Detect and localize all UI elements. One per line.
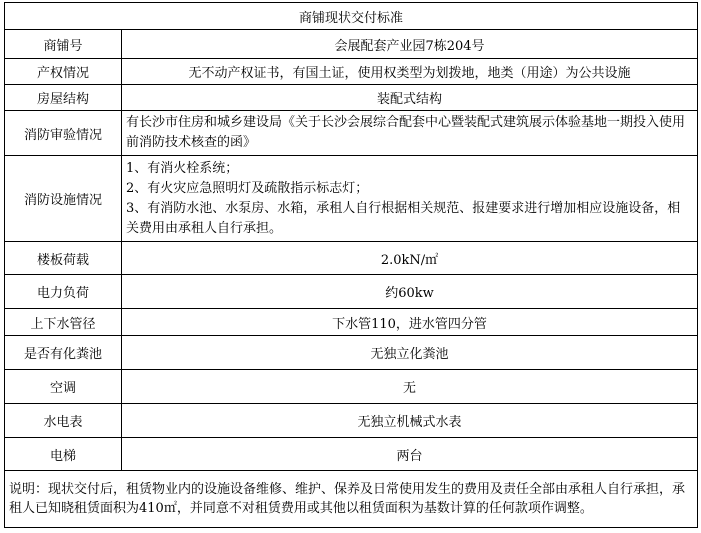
row-shop-number: [5, 30, 698, 59]
structure-label: 房屋结构: [5, 85, 122, 111]
title-row: [5, 3, 698, 30]
row-floor-load: [5, 242, 698, 275]
property-rights-label: 产权情况: [5, 59, 122, 85]
row-meters: [5, 404, 698, 438]
fire-facilities-value: [122, 156, 698, 242]
property-rights-value: 无不动产权证书，有国土证，使用权类型为划拨地，地类（用途）为公共设施: [122, 59, 698, 85]
row-septic-tank: [5, 336, 698, 370]
floor-load-value: 2.0kN/㎡: [122, 242, 698, 275]
row-power-load: [5, 275, 698, 309]
row-pipe-diameter: [5, 309, 698, 336]
air-conditioning-label: 空调: [5, 370, 122, 404]
septic-tank-label: 是否有化粪池: [5, 336, 122, 370]
table-title: 商铺现状交付标准: [5, 3, 698, 30]
note-text: 说明：现状交付后，租赁物业内的设施设备维修、维护、保养及日常使用发生的费用及责任全部由承租人自行承担，承租人已知晓租赁面积为410㎡，并同意不对租赁费用或其他以租赁面积为基数计算的任何款项作调整。: [5, 471, 698, 528]
power-load-value: 约60kw: [122, 275, 698, 309]
elevator-label: 电梯: [5, 438, 122, 471]
row-fire-facilities: [5, 156, 698, 242]
pipe-diameter-label: 上下水管径: [5, 309, 122, 336]
row-fire-inspection: [5, 111, 698, 156]
shop-number-value: 会展配套产业园7栋204号: [122, 30, 698, 59]
fire-facilities-line-3: 3、有消防水池、水泵房、水箱，承租人自行根据相关规范、报建要求进行增加相应设施设备，相关费用由承租人自行承担。: [126, 200, 681, 236]
floor-load-label: 楼板荷载: [5, 242, 122, 275]
meters-label: 水电表: [5, 404, 122, 438]
row-air-conditioning: [5, 370, 698, 404]
shop-number-label: 商铺号: [5, 30, 122, 59]
pipe-diameter-value: 下水管110，进水管四分管: [122, 309, 698, 336]
septic-tank-value: 无独立化粪池: [122, 336, 698, 370]
fire-facilities-line-2: 2、有火灾应急照明灯及疏散指示标志灯；: [126, 180, 369, 196]
row-property-rights: [5, 59, 698, 85]
row-note: [5, 471, 698, 528]
fire-inspection-label: 消防审验情况: [5, 111, 122, 156]
fire-facilities-label: 消防设施情况: [5, 156, 122, 242]
fire-inspection-value: 有长沙市住房和城乡建设局《关于长沙会展综合配套中心暨装配式建筑展示体验基地一期投入使用前消防技术核查的函》: [122, 111, 698, 156]
structure-value: 装配式结构: [122, 85, 698, 111]
meters-value: 无独立机械式水表: [122, 404, 698, 438]
air-conditioning-value: 无: [122, 370, 698, 404]
row-structure: [5, 85, 698, 111]
row-elevator: [5, 438, 698, 471]
power-load-label: 电力负荷: [5, 275, 122, 309]
elevator-value: 两台: [122, 438, 698, 471]
fire-facilities-line-1: 1、有消火栓系统；: [126, 160, 239, 176]
delivery-standard-table: [4, 2, 698, 528]
